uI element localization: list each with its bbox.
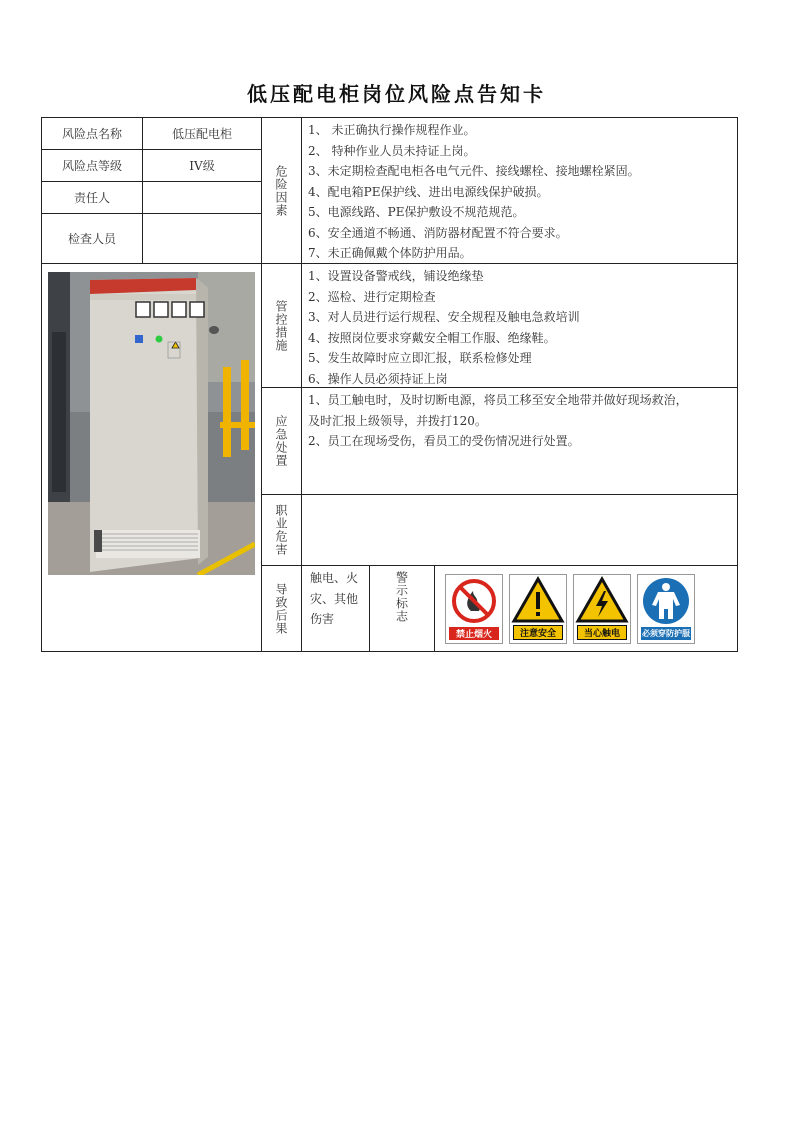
control-label: 管控措施	[274, 299, 288, 352]
protective-clothing-label: 必须穿防护服	[642, 628, 690, 638]
consequence-line: 伤害	[310, 612, 335, 626]
inspector-label: 检查人员	[41, 213, 143, 264]
control-item: 4、按照岗位要求穿戴安全帽工作服、绝缘鞋。	[308, 330, 556, 345]
control-item: 6、操作人员必须持证上岗	[308, 371, 448, 386]
hazard-item: 1、 未正确执行操作规程作业。	[308, 123, 476, 137]
page-title: 低压配电柜岗位风险点告知卡	[247, 82, 546, 106]
occupational-label: 职业危害	[274, 504, 288, 556]
control-item: 5、发生故障时应立即汇报，联系检修处理	[308, 351, 532, 365]
risk-level-value: IV级	[142, 149, 262, 182]
no-fire-label: 禁止烟火	[449, 627, 499, 640]
emergency-list	[301, 387, 738, 495]
warning-label: 警示标志	[394, 571, 409, 623]
risk-name-label: 风险点名称	[41, 117, 143, 150]
control-list	[301, 263, 738, 388]
occupational-label-cell	[261, 494, 302, 566]
no-fire-icon	[446, 575, 502, 627]
occupational-value	[301, 494, 738, 566]
no-fire-sign	[445, 574, 503, 644]
hazard-item: 4、配电箱PE保护线、进出电源线保护破损。	[308, 184, 549, 199]
electric-shock-label: 当心触电	[577, 625, 627, 640]
consequence-line: 灾、其他	[310, 591, 359, 606]
risk-name-value: 低压配电柜	[142, 117, 262, 150]
hazard-item: 3、未定期检查配电柜各电气元件、接线螺栓、接地螺栓紧固。	[308, 164, 640, 178]
control-label-cell	[261, 263, 302, 388]
caution-sign	[509, 574, 567, 644]
emergency-item: 及时汇报上级领导，并拨打120。	[308, 413, 487, 428]
inspector-value	[142, 213, 262, 264]
hazard-label: 危险因素	[274, 164, 288, 217]
hazard-item: 6、安全通道不畅通、消防器材配置不符合要求。	[308, 225, 568, 240]
protective-clothing-icon	[638, 575, 694, 627]
hazard-list	[301, 117, 738, 264]
caution-icon	[510, 575, 566, 627]
cabinet-photo	[48, 272, 255, 575]
electric-shock-sign	[573, 574, 631, 644]
photo-cell	[41, 263, 262, 652]
consequence-label: 导致后果	[274, 582, 288, 635]
owner-label: 责任人	[41, 181, 143, 214]
emergency-item: 1、员工触电时，及时切断电源，将员工移至安全地带并做好现场救治，	[308, 393, 688, 407]
emergency-item: 2、员工在现场受伤，看员工的受伤情况进行处置。	[308, 434, 580, 448]
owner-value	[142, 181, 262, 214]
consequence-line: 触电、火	[310, 571, 359, 585]
control-item: 3、对人员进行运行规程、安全规程及触电急救培训	[308, 310, 580, 324]
risk-card-table	[41, 117, 738, 652]
warning-label-cell	[369, 565, 435, 652]
emergency-label-cell	[261, 387, 302, 495]
protective-clothing-sign	[637, 574, 695, 644]
consequence-label-cell	[261, 565, 302, 652]
warning-signs	[434, 565, 738, 652]
emergency-label: 应急处置	[274, 415, 288, 467]
consequence-value	[301, 565, 370, 652]
risk-level-label: 风险点等级	[41, 149, 143, 182]
control-item: 1、设置设备警戒线，铺设绝缘垫	[308, 269, 484, 283]
hazard-label-cell	[261, 117, 302, 264]
caution-label: 注意安全	[513, 625, 563, 640]
hazard-item: 2、 特种作业人员未持证上岗。	[308, 143, 476, 158]
hazard-item: 5、电源线路、PE保护敷设不规范规范。	[308, 205, 525, 219]
control-item: 2、巡检、进行定期检查	[308, 289, 436, 304]
hazard-item: 7、未正确佩戴个体防护用品。	[308, 246, 472, 260]
electric-shock-icon	[574, 575, 630, 627]
